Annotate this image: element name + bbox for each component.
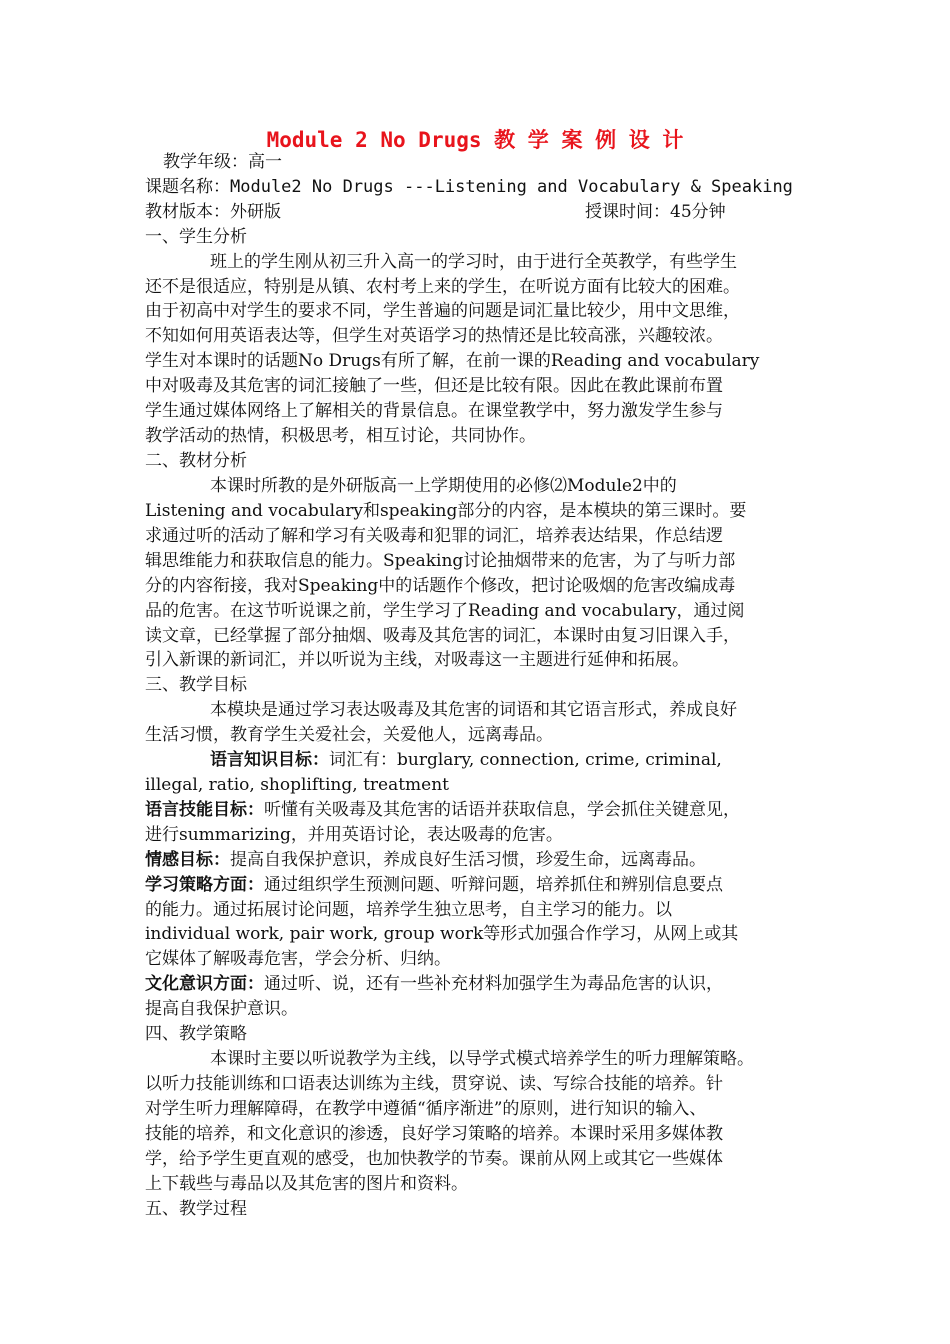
edition-line: 教材版本：外研版 xyxy=(145,202,281,222)
s2-line-2: Listening and vocabulary和speaking部分的内容，是本模块的第三课时。要 xyxy=(145,501,747,521)
s2-line-7: 读文章，已经掌握了部分抽烟、吸毒及其危害的词汇，本课时由复习旧课入手， xyxy=(145,626,740,646)
strategy-line-4: 它媒体了解吸毒危害，学会分析、归纳。 xyxy=(145,949,451,969)
document-title: Module 2 No Drugs 教 学 案 例 设 计 xyxy=(266,128,684,152)
s2-line-6: 品的危害。在这节听说课之前，学生学习了Reading and vocabulary，通过阅 xyxy=(145,601,745,621)
skill-goal-text-2: 进行summarizing，并用英语讨论，表达吸毒的危害。 xyxy=(145,825,563,845)
affect-goal-label: 情感目标： xyxy=(145,850,230,870)
strategy-goal xyxy=(145,874,825,896)
s1-line-6: 中对吸毒及其危害的词汇接触了一些，但还是比较有限。因此在教此课前布置 xyxy=(145,376,723,396)
affect-goal-text: 提高自我保护意识，养成良好生活习惯，珍爱生命，远离毒品。 xyxy=(230,850,706,870)
affect-goal xyxy=(145,849,825,871)
section-heading-2: 二、教材分析 xyxy=(145,451,247,471)
s4-line-4: 技能的培养，和文化意识的渗透，良好学习策略的培养。本课时采用多媒体教 xyxy=(145,1124,723,1144)
knowledge-goal-text-2: illegal, ratio, shoplifting, treatment xyxy=(145,775,450,795)
skill-goal-label: 语言技能目标： xyxy=(145,800,264,820)
culture-goal-text-2: 提高自我保护意识。 xyxy=(145,999,298,1019)
s1-line-7: 学生通过媒体网络上了解相关的背景信息。在课堂教学中，努力激发学生参与 xyxy=(145,401,723,421)
s1-line-4: 不知如何用英语表达等，但学生对英语学习的热情还是比较高涨，兴趣较浓。 xyxy=(145,326,723,346)
s1-line-3: 由于初高中对学生的要求不同，学生普遍的问题是词汇量比较少，用中文思维， xyxy=(145,301,740,321)
topic-line: 课题名称：Module2 No Drugs ---Listening and Vocabulary & Speaking xyxy=(145,177,793,197)
strategy-line-3: individual work, pair work, group work等形式加强合作学习，从网上或其 xyxy=(145,924,739,944)
strategy-goal-text: 通过组织学生预测问题、听辩问题，培养抓住和辨别信息要点 xyxy=(264,875,723,895)
section-heading-3: 三、教学目标 xyxy=(145,675,247,695)
s2-line-3: 求通过听的活动了解和学习有关吸毒和犯罪的词汇，培养表达结果，作总结逻 xyxy=(145,526,723,546)
s4-line-2: 以听力技能训练和口语表达训练为主线，贯穿说、读、写综合技能的培养。针 xyxy=(145,1074,723,1094)
s4-line-3: 对学生听力理解障碍，在教学中遵循“循序渐进”的原则，进行知识的输入、 xyxy=(145,1099,707,1119)
skill-goal-text: 听懂有关吸毒及其危害的话语并获取信息，学会抓住关键意见， xyxy=(264,800,740,820)
section-heading-5: 五、教学过程 xyxy=(145,1199,247,1219)
s2-line-8: 引入新课的新词汇，并以听说为主线，对吸毒这一主题进行延伸和拓展。 xyxy=(145,650,689,670)
knowledge-goal xyxy=(210,749,890,771)
skill-goal xyxy=(145,799,825,821)
time-line: 授课时间：45分钟 xyxy=(585,202,726,222)
s1-line-8: 教学活动的热情，积极思考，相互讨论，共同协作。 xyxy=(145,426,536,446)
section-heading-4: 四、教学策略 xyxy=(145,1024,247,1044)
grade-line: 教学年级：高一 xyxy=(163,152,282,172)
s4-line-5: 学，给予学生更直观的感受，也加快教学的节奏。课前从网上或其它一些媒体 xyxy=(145,1149,723,1169)
knowledge-goal-text: 词汇有：burglary, connection, crime, criminal, xyxy=(329,750,722,770)
s1-line-1: 班上的学生刚从初三升入高一的学习时，由于进行全英教学，有些学生 xyxy=(210,252,737,272)
s4-line-1: 本课时主要以听说教学为主线，以导学式模式培养学生的听力理解策略。 xyxy=(210,1049,754,1069)
s1-line-2: 还不是很适应，特别是从镇、农村考上来的学生，在听说方面有比较大的困难。 xyxy=(145,277,740,297)
s2-line-4: 辑思维能力和获取信息的能力。Speaking讨论抽烟带来的危害，为了与听力部 xyxy=(145,551,736,571)
s4-line-6: 上下载些与毒品以及其危害的图片和资料。 xyxy=(145,1174,468,1194)
s2-line-1: 本课时所教的是外研版高一上学期使用的必修⑵Module2中的 xyxy=(210,476,677,496)
s3-intro-2: 生活习惯，教育学生关爱社会，关爱他人，远离毒品。 xyxy=(145,725,553,745)
strategy-goal-label: 学习策略方面： xyxy=(145,875,264,895)
s3-intro-1: 本模块是通过学习表达吸毒及其危害的词语和其它语言形式，养成良好 xyxy=(210,700,737,720)
s2-line-5: 分的内容衔接，我对Speaking中的话题作个修改，把讨论吸烟的危害改编成毒 xyxy=(145,576,736,596)
knowledge-goal-label: 语言知识目标： xyxy=(210,750,329,770)
culture-goal xyxy=(145,973,825,995)
strategy-line-2: 的能力。通过拓展讨论问题，培养学生独立思考，自主学习的能力。以 xyxy=(145,900,672,920)
section-heading-1: 一、学生分析 xyxy=(145,227,247,247)
s1-line-5: 学生对本课时的话题No Drugs有所了解，在前一课的Reading and vocabulary xyxy=(145,351,760,371)
culture-goal-text: 通过听、说，还有一些补充材料加强学生为毒品危害的认识， xyxy=(264,974,723,994)
culture-goal-label: 文化意识方面： xyxy=(145,974,264,994)
